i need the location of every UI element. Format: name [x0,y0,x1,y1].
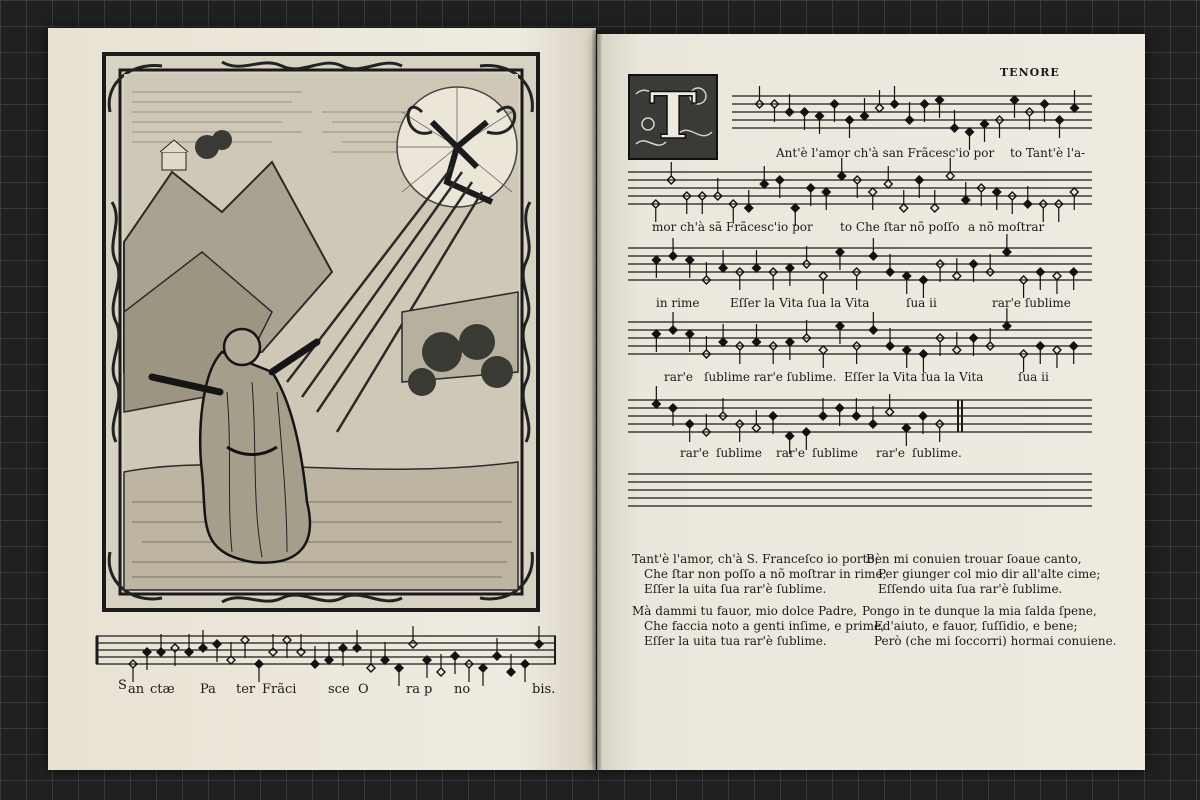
music-note [786,264,794,272]
staff-lyric: rar'e [876,446,906,460]
poem-line: Tant'è l'amor, ch'à S. Franceſco io porto; [632,552,879,566]
music-note [311,660,319,668]
staff-lyric: a nõ moſtrar [968,220,1045,234]
music-note [852,412,860,420]
poem-line: Bèn mi conuien trouar ſoaue canto, [866,552,1082,566]
music-note [157,648,165,656]
music-note [869,188,877,196]
music-note [1070,188,1078,196]
music-note [493,652,501,660]
music-note [1041,100,1049,108]
music-note [760,180,768,188]
music-note [652,256,660,264]
music-note [719,264,727,272]
music-note [819,346,827,354]
music-note [143,648,151,656]
right-empty-staff [628,466,1092,516]
right-music-staff-4 [628,314,1092,364]
lyric-syllable: no [454,682,471,697]
book-gutter [592,30,602,770]
music-note [816,112,824,120]
poem-line: Eſſer la uita tua rar'è ſublime. [644,634,827,648]
music-note [753,338,761,346]
right-music-staff-1 [732,88,1092,138]
music-note [822,188,830,196]
music-note [903,346,911,354]
staff-lyric: Ant'è l'amor ch'à san Frãcesc'io por [776,146,995,160]
lyric-syllable: ctæ [150,682,175,697]
music-note [836,322,844,330]
music-note [652,400,660,408]
poem-stanza-1 [632,552,886,597]
music-note [451,652,459,660]
music-note [906,116,914,124]
music-note [1070,342,1078,350]
poem-line: Per giunger col mio dir all'alte cime; [878,567,1101,581]
poem-line: Però (che mi ſoccorri) hormai conuiene. [874,634,1117,648]
music-note [753,264,761,272]
music-note [921,100,929,108]
staff-lyric: mor ch'à sã Frãcesc'io por [652,220,813,234]
music-note [521,660,529,668]
music-note [802,428,810,436]
music-note [367,664,375,672]
music-note [776,176,784,184]
staff-lyric: rar'e [680,446,710,460]
lyric-syllable: an [128,682,145,697]
music-note [409,640,417,648]
music-note [686,420,694,428]
music-note [953,346,961,354]
music-note [970,260,978,268]
decorated-initial [628,74,718,160]
music-note [395,664,403,672]
music-note [836,248,844,256]
woodcut-illustration [102,52,540,612]
music-note [1053,346,1061,354]
poem-line: Eſſendo uita ſua rar'è ſublime. [878,582,1063,596]
music-note [970,334,978,342]
music-note [297,648,305,656]
staff-lyric: rar'e [664,370,694,384]
music-note [891,100,899,108]
music-note [1011,96,1019,104]
staff-lyric: ſublime [716,446,763,460]
music-note [861,112,869,120]
initial-letter: T [649,79,697,154]
music-note [339,644,347,652]
music-note [1053,272,1061,280]
music-note [936,96,944,104]
music-note [1036,268,1044,276]
music-note [786,338,794,346]
music-note [1003,322,1011,330]
music-note [652,330,660,338]
music-note [669,326,677,334]
music-note [886,342,894,350]
music-note [719,338,727,346]
music-note [903,272,911,280]
music-note [1056,116,1064,124]
music-note [786,432,794,440]
music-note [1071,104,1079,112]
music-note [962,196,970,204]
poem-stanza-4 [862,604,1117,649]
music-note [902,424,910,432]
staff-lyric: ſublime [812,446,859,460]
music-note [479,664,487,672]
music-note [199,644,207,652]
poem-line: Eſſer la uita ſua rar'è ſublime. [644,582,827,596]
staff-lyric: ſua ii [906,296,937,310]
music-note [884,180,892,188]
music-note [919,276,927,284]
music-note [353,644,361,652]
music-note [669,252,677,260]
music-note [1003,248,1011,256]
staff-lyric: Eſſer la Vita ſua la Vita [730,296,870,310]
music-note [807,184,815,192]
staff-lyric: to Che ſtar nõ poſſo [840,220,960,234]
music-note [1070,268,1078,276]
music-note [869,420,877,428]
right-music-staff-5 [628,392,1092,442]
poem-line: Ed'aiuto, e fauor, ſuſſidio, e bene; [874,619,1078,633]
music-note [686,256,694,264]
music-note [919,350,927,358]
music-note [269,648,277,656]
lyric-syllable: ra [406,682,420,697]
music-note [791,204,799,212]
right-music-staff-2 [628,164,1092,214]
music-note [886,408,894,416]
staff-lyric: ſublime. [912,446,962,460]
left-music-staff [96,622,556,672]
poem-line: Mà dammi tu fauor, mio dolce Padre, [632,604,858,618]
music-note [946,172,954,180]
lyric-syllable: ter [236,682,256,697]
music-note [869,326,877,334]
music-note [255,660,263,668]
music-note [919,412,927,420]
music-note [993,188,1001,196]
music-note [886,268,894,276]
lyric-syllable: sce [328,682,350,697]
music-note [900,204,908,212]
music-note [869,252,877,260]
music-note [831,100,839,108]
staff-lyric: ſublime rar'e ſublime. [704,370,837,384]
music-note [951,124,959,132]
poem-line: Pongo in te dunque la mia ſalda ſpene, [862,604,1097,618]
music-note [931,204,939,212]
poem-stanza-3 [632,604,885,649]
music-note [1024,200,1032,208]
music-note [213,640,221,648]
lyric-syllable: O [358,682,369,697]
music-note [1036,342,1044,350]
music-note [981,120,989,128]
right-music-staff-3 [628,240,1092,290]
music-note [836,404,844,412]
music-note [915,176,923,184]
lyric-syllable: p [424,682,433,697]
music-note [819,412,827,420]
music-note [669,404,677,412]
music-note [838,172,846,180]
music-note [786,108,794,116]
music-note [171,644,179,652]
music-note [185,648,193,656]
music-note [745,204,753,212]
staff-lyric: in rime [656,296,700,310]
lyric-syllable: S [118,678,127,693]
lyric-syllable: bis. [532,682,556,697]
staff-lyric: rar'e ſublime [992,296,1071,310]
staff-lyric: ſua ii [1018,370,1049,384]
music-note [752,424,760,432]
lyric-syllable: Frãci [262,682,297,697]
music-note [876,104,884,112]
voice-part-label: TENORE [1000,66,1060,79]
music-note [953,272,961,280]
staff-lyric: to Tant'è l'a- [1010,146,1086,160]
music-note [686,330,694,338]
poem-line: Che ſtar non poſſo a nõ moſtrar in rime, [644,567,887,581]
music-note [801,108,809,116]
lyric-syllable: Pa [200,682,216,697]
poem-line: Che faccia noto a genti inſime, e prime, [644,619,885,633]
music-note [535,640,543,648]
music-note [846,116,854,124]
poem-stanza-2 [866,552,1100,597]
music-note [819,272,827,280]
music-note [966,128,974,136]
staff-lyric: rar'e [776,446,806,460]
staff-lyric: Eſſer la Vita ſua la Vita [844,370,984,384]
music-note [769,412,777,420]
